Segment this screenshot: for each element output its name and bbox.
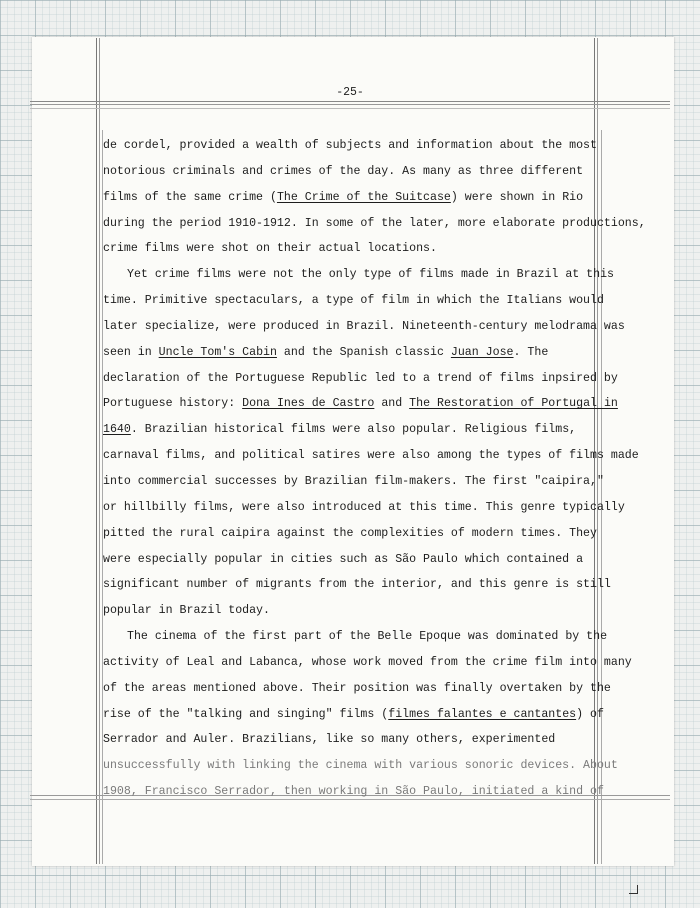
text-line <box>103 624 608 650</box>
text-segment: activity of Leal and Labanca, whose work moved from the crime film into many <box>103 655 632 669</box>
text-line <box>103 572 611 598</box>
text-line <box>103 262 615 288</box>
text-segment: . Brazilian historical films were also popular. Religious films, <box>130 423 577 437</box>
text-segment: unsuccessfully with linking the cinema with various sonoric devices. About <box>103 759 618 773</box>
text-segment: de cordel, provided a wealth of subjects and information about the most <box>103 139 597 152</box>
text-line <box>103 185 603 211</box>
left-margin-line-inner <box>99 38 100 864</box>
underlined-title: The Restoration of Portugal in <box>409 397 618 411</box>
text-segment: films of the same crime ( <box>103 190 277 204</box>
text-line <box>103 598 603 624</box>
text-line <box>103 133 603 159</box>
text-segment: were especially popular in cities such as São Paulo which contained a <box>103 552 584 566</box>
text-segment: seen in <box>103 345 159 359</box>
page-number: -25- <box>336 86 364 99</box>
text-segment: ) were shown in Rio <box>450 190 584 204</box>
text-line <box>103 236 603 262</box>
text-line <box>103 469 603 495</box>
underlined-title: The Crime of the Suitcase <box>276 190 451 204</box>
underlined-title: Uncle Tom's Cabin <box>158 345 277 359</box>
text-line <box>103 547 603 573</box>
text-segment: popular in Brazil today. <box>103 604 270 618</box>
text-line <box>103 340 603 366</box>
text-segment: ) of <box>576 707 604 721</box>
text-segment: pitted the rural caipira against the complexities of modern times. They <box>103 526 597 540</box>
text-line <box>103 753 618 779</box>
body-text <box>103 133 646 805</box>
text-segment: Yet crime films were not the only type of films made in Brazil at this <box>127 268 615 282</box>
text-segment: 1908, Francisco Serrador, then working in São Paulo, initiated a kind of <box>103 785 604 799</box>
text-segment: significant number of migrants from the interior, and this genre is still <box>103 578 611 592</box>
text-line <box>103 288 603 314</box>
underlined-title: filmes falantes e cantantes <box>388 707 577 721</box>
text-segment: declaration of the Portuguese Republic led to a trend of films inpsired by <box>103 371 618 385</box>
text-segment: and the Spanish classic <box>276 345 451 359</box>
text-line <box>103 159 603 185</box>
text-line <box>103 727 603 753</box>
text-line <box>103 521 603 547</box>
text-segment: crime films were shot on their actual locations. <box>103 242 437 256</box>
text-segment: . The <box>513 345 549 359</box>
text-line <box>103 417 603 443</box>
text-segment: later specialize, were produced in Brazil. Nineteenth-century melodrama was <box>103 319 625 333</box>
text-segment: and <box>374 397 410 411</box>
text-segment: rise of the "talking and singing" films ( <box>103 707 389 721</box>
text-segment: Portuguese history: <box>103 397 243 411</box>
underlined-title: Dona Ines de Castro <box>242 397 375 411</box>
text-segment: carnaval films, and political satires were also among the types of films made <box>103 449 639 463</box>
text-line <box>103 676 611 702</box>
text-segment: notorious criminals and crimes of the day. As many as three different <box>103 164 584 178</box>
text-line <box>103 702 603 728</box>
corner-crop-mark <box>629 885 638 894</box>
text-line <box>103 443 639 469</box>
top-margin-line <box>30 101 670 102</box>
text-segment: into commercial successes by Brazilian film-makers. The first "caipira," <box>103 474 604 488</box>
text-segment: The cinema of the first part of the Belle Epoque was dominated by the <box>127 630 608 644</box>
text-segment: or hillbilly films, were also introduced at this time. This genre typically <box>103 500 625 514</box>
text-line <box>103 391 618 417</box>
text-line <box>103 779 603 805</box>
text-segment: of the areas mentioned above. Their position was finally overtaken by the <box>103 681 611 695</box>
text-segment: Serrador and Auler. Brazilians, like so many others, experimented <box>103 733 556 747</box>
left-margin-line <box>96 38 97 864</box>
text-line <box>103 366 618 392</box>
underlined-title: Juan Jose <box>450 345 514 359</box>
top-margin-line-2 <box>30 104 670 105</box>
text-segment: time. Primitive spectaculars, a type of film in which the Italians would <box>103 294 604 308</box>
text-segment: during the period 1910-1912. In some of the later, more elaborate productions, <box>103 216 646 230</box>
underlined-title: 1640 <box>103 423 131 437</box>
text-line <box>103 650 632 676</box>
top-margin-line-3 <box>30 108 670 109</box>
text-line <box>103 211 646 237</box>
text-line <box>103 314 625 340</box>
text-line <box>103 495 625 521</box>
